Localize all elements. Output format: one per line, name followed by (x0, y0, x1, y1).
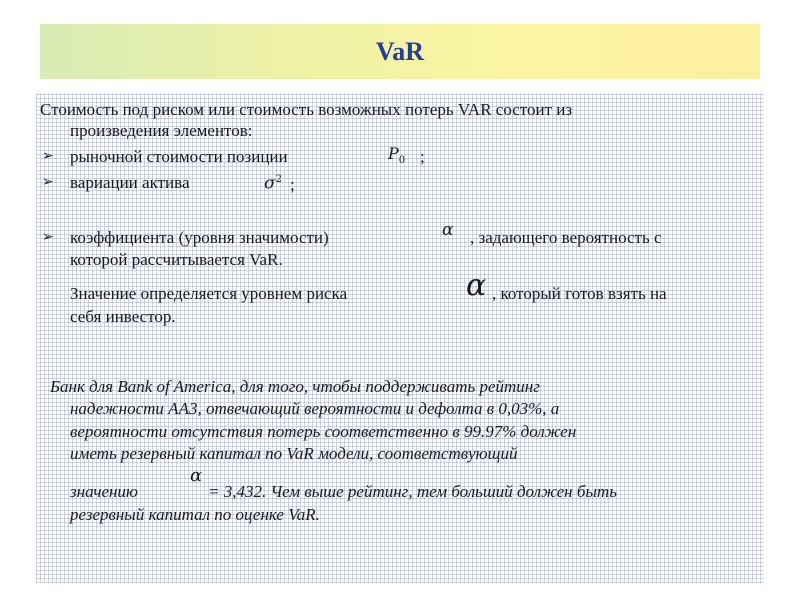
example-line-5-start: значению (70, 482, 138, 501)
example-line-1: Банк для Bank of America, для того, чтобы поддерживать рейтинг (50, 377, 540, 396)
example-line-2: надежности АА3, отвечающий вероятности и дефолта в 0,03%, а (70, 399, 560, 418)
value-line-1-start: Значение определяется уровнем риска (70, 284, 348, 303)
example-line-4: иметь резервный капитал по VaR модели, соответствующий (70, 444, 518, 463)
math-sigma-superscript: 2 (275, 174, 282, 185)
math-alpha-large: α (466, 268, 487, 303)
value-line-1-end: , который готов взять на (492, 284, 667, 303)
math-p0 (388, 143, 405, 171)
bullet-arrow-icon: ➢ (42, 148, 54, 164)
math-alpha-small: α (442, 220, 454, 240)
math-sigma-squared (264, 169, 282, 195)
title-bar (40, 24, 760, 79)
math-p-symbol: P (388, 144, 399, 163)
math-p-subscript: 0 (398, 155, 406, 167)
value-line-2: себя инвестор. (70, 307, 176, 326)
bullet-2-text: вариации актива (70, 173, 190, 192)
math-alpha-example: α (190, 465, 203, 486)
bullet-3-text: коэффициента (уровня значимости) (70, 228, 329, 247)
bullet-3-text-line-2: которой рассчитывается VaR. (70, 250, 283, 269)
bullet-2-suffix: ; (290, 175, 295, 194)
slide-title: VaR (375, 36, 425, 66)
bullet-1-suffix: ; (420, 147, 425, 166)
bullet-1-text: рыночной стоимости позиции (70, 147, 288, 166)
math-sigma-symbol: σ (264, 173, 276, 194)
bullet-arrow-icon: ➢ (42, 174, 54, 190)
intro-line-1: Стоимость под риском или стоимость возможных потерь VAR состоит из (40, 100, 573, 119)
intro-line-2: произведения элементов: (70, 121, 253, 140)
bullet-arrow-icon: ➢ (42, 229, 54, 245)
example-line-5-end: = 3,432. Чем выше рейтинг, тем больший должен быть (208, 482, 617, 501)
bullet-3-suffix: , задающего вероятность с (470, 228, 662, 247)
content-area (36, 93, 764, 583)
example-line-6: резервный капитал по оценке VaR. (70, 505, 320, 524)
example-line-3: вероятности отсутствия потерь соответственно в 99.97% должен (70, 422, 577, 441)
